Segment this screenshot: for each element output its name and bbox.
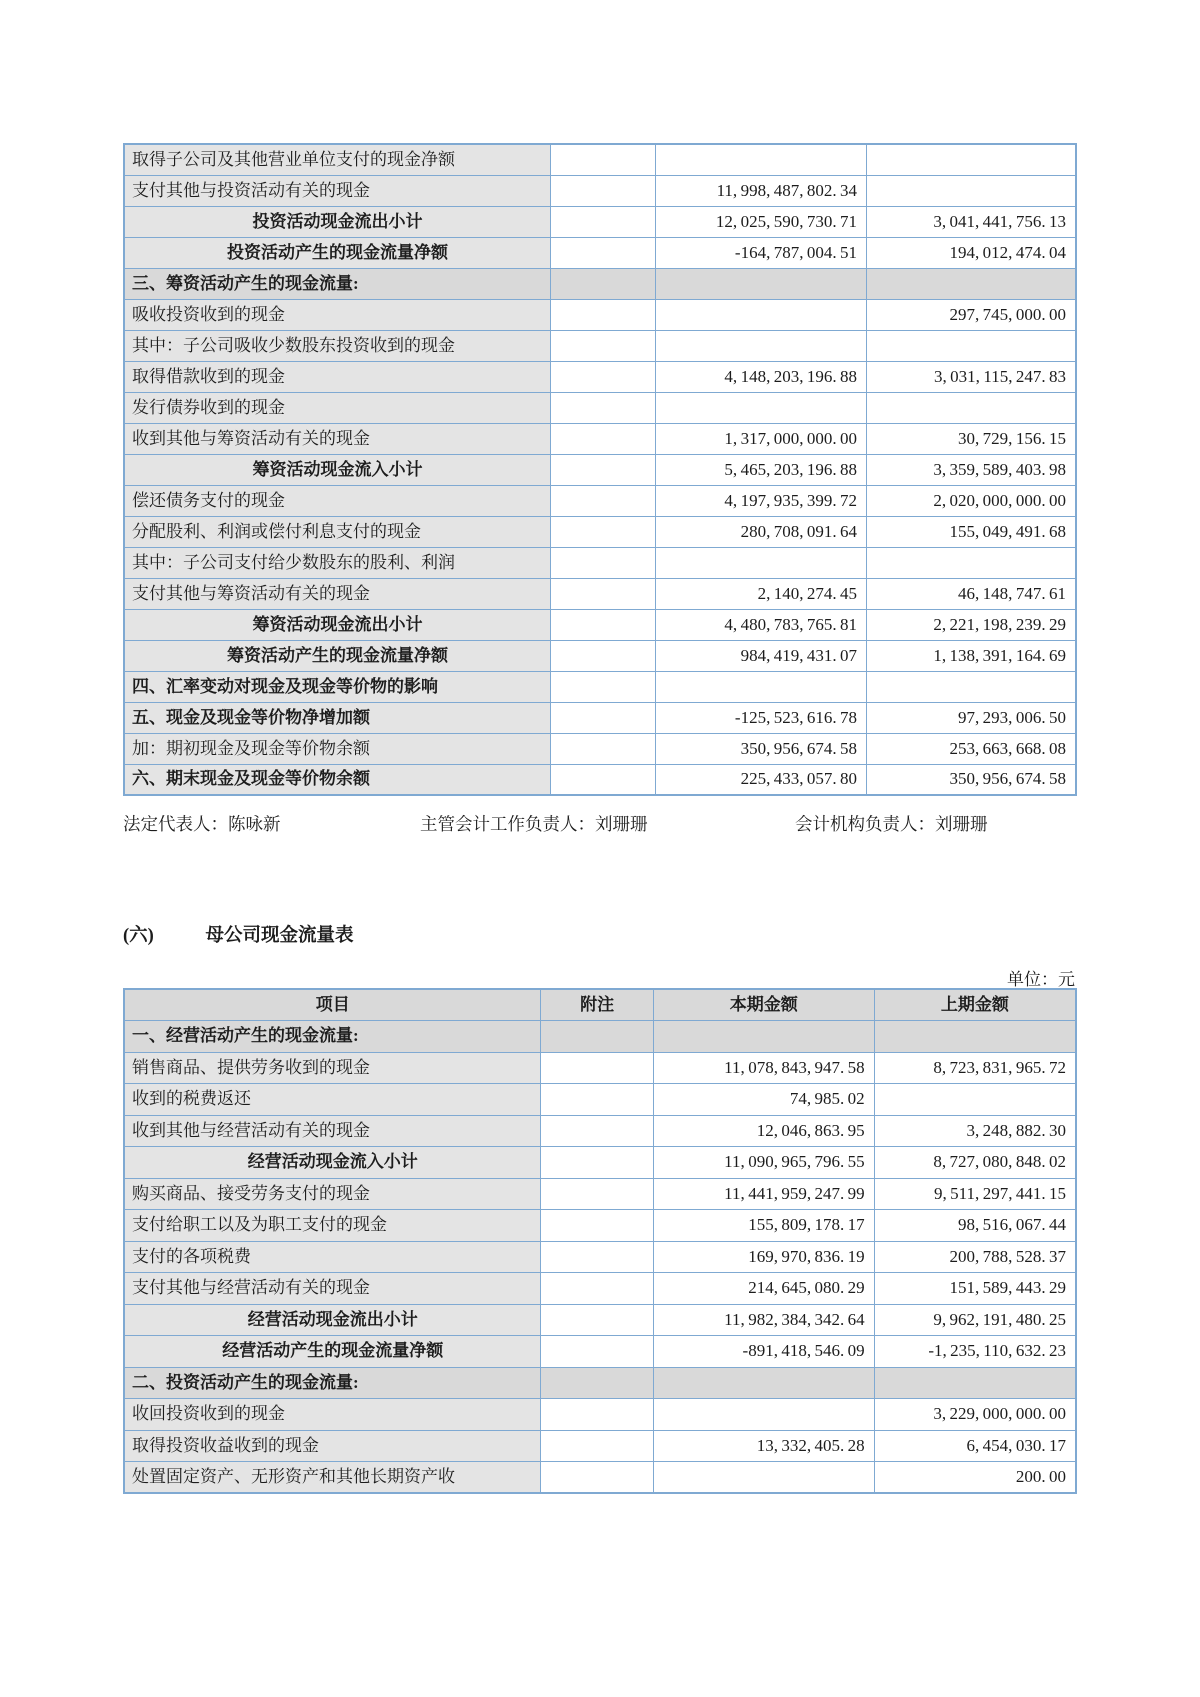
current-period-amount-cell: 11, 998, 487, 802. 34 <box>655 175 866 206</box>
table-row <box>124 1021 1076 1053</box>
table-row <box>124 1052 1076 1084</box>
item-cell: 其中：子公司吸收少数股东投资收到的现金 <box>124 330 550 361</box>
prior-period-amount-cell: 6, 454, 030. 17 <box>874 1430 1076 1462</box>
note-cell <box>541 1115 653 1147</box>
table-row <box>124 423 1076 454</box>
current-period-amount-cell <box>653 1367 874 1399</box>
item-cell: 筹资活动现金流出小计 <box>124 609 550 640</box>
table-row <box>124 361 1076 392</box>
current-period-amount-cell <box>653 1462 874 1494</box>
item-cell: 收回投资收到的现金 <box>124 1399 541 1431</box>
current-period-amount-cell: 2, 140, 274. 45 <box>655 578 866 609</box>
note-cell <box>550 175 655 206</box>
item-cell: 分配股利、利润或偿付利息支付的现金 <box>124 516 550 547</box>
note-cell <box>550 609 655 640</box>
table-row <box>124 268 1076 299</box>
note-cell <box>550 547 655 578</box>
table-row <box>124 144 1076 175</box>
table-row <box>124 175 1076 206</box>
item-cell: 筹资活动现金流入小计 <box>124 454 550 485</box>
current-period-amount-cell: 13, 332, 405. 28 <box>653 1430 874 1462</box>
note-cell <box>550 485 655 516</box>
prior-period-amount-cell: 3, 041, 441, 756. 13 <box>867 206 1076 237</box>
prior-period-amount-cell <box>867 547 1076 578</box>
current-period-amount-cell: 12, 046, 863. 95 <box>653 1115 874 1147</box>
chief-accounting-officer-label: 主管会计工作负责人：刘珊珊 <box>420 814 648 834</box>
signature-line <box>123 811 1077 835</box>
item-cell: 筹资活动产生的现金流量净额 <box>124 640 550 671</box>
table-row <box>124 299 1076 330</box>
current-period-amount-cell <box>653 1021 874 1053</box>
note-cell <box>550 578 655 609</box>
prior-period-amount-cell: 46, 148, 747. 61 <box>867 578 1076 609</box>
note-cell <box>550 454 655 485</box>
current-period-amount-cell: 11, 090, 965, 796. 55 <box>653 1147 874 1179</box>
table-row <box>124 609 1076 640</box>
note-cell <box>550 268 655 299</box>
current-period-amount-cell: 74, 985. 02 <box>653 1084 874 1116</box>
prior-period-amount-cell: 194, 012, 474. 04 <box>867 237 1076 268</box>
prior-period-amount-cell: 200, 788, 528. 37 <box>874 1241 1076 1273</box>
item-cell: 支付其他与筹资活动有关的现金 <box>124 578 550 609</box>
note-cell <box>541 1241 653 1273</box>
item-cell: 四、汇率变动对现金及现金等价物的影响 <box>124 671 550 702</box>
current-period-amount-cell: -891, 418, 546. 09 <box>653 1336 874 1368</box>
note-cell <box>550 640 655 671</box>
prior-period-amount-cell: 350, 956, 674. 58 <box>867 764 1076 795</box>
table-row <box>124 330 1076 361</box>
section-heading <box>123 921 1077 948</box>
note-cell <box>550 361 655 392</box>
table-row <box>124 1430 1076 1462</box>
note-cell <box>550 671 655 702</box>
current-period-amount-cell: 5, 465, 203, 196. 88 <box>655 454 866 485</box>
current-period-amount-cell: 4, 197, 935, 399. 72 <box>655 485 866 516</box>
item-cell: 经营活动现金流出小计 <box>124 1304 541 1336</box>
note-cell <box>550 733 655 764</box>
item-cell: 支付其他与投资活动有关的现金 <box>124 175 550 206</box>
table-row <box>124 392 1076 423</box>
current-period-amount-cell: 169, 970, 836. 19 <box>653 1241 874 1273</box>
current-period-amount-cell <box>655 671 866 702</box>
table-row <box>124 1241 1076 1273</box>
item-cell: 投资活动现金流出小计 <box>124 206 550 237</box>
prior-period-amount-cell <box>874 1367 1076 1399</box>
prior-period-amount-cell <box>867 330 1076 361</box>
item-cell: 支付的各项税费 <box>124 1241 541 1273</box>
table-row <box>124 454 1076 485</box>
table-row <box>124 1147 1076 1179</box>
table-row <box>124 485 1076 516</box>
current-period-amount-cell: -125, 523, 616. 78 <box>655 702 866 733</box>
section-index: (六) <box>123 926 154 946</box>
prior-period-amount-cell: 8, 723, 831, 965. 72 <box>874 1052 1076 1084</box>
accounting-department-head-label: 会计机构负责人：刘珊珊 <box>795 814 988 834</box>
column-header: 本期金额 <box>653 989 874 1021</box>
column-header: 附注 <box>541 989 653 1021</box>
item-cell: 购买商品、接受劳务支付的现金 <box>124 1178 541 1210</box>
note-cell <box>550 330 655 361</box>
prior-period-amount-cell: 200. 00 <box>874 1462 1076 1494</box>
current-period-amount-cell: 11, 078, 843, 947. 58 <box>653 1052 874 1084</box>
current-period-amount-cell: 214, 645, 080. 29 <box>653 1273 874 1305</box>
item-cell: 其中：子公司支付给少数股东的股利、利润 <box>124 547 550 578</box>
note-cell <box>541 1399 653 1431</box>
legal-representative-label: 法定代表人：陈咏新 <box>123 814 281 834</box>
table-row <box>124 1399 1076 1431</box>
current-period-amount-cell: -164, 787, 004. 51 <box>655 237 866 268</box>
current-period-amount-cell: 350, 956, 674. 58 <box>655 733 866 764</box>
table-row <box>124 1115 1076 1147</box>
prior-period-amount-cell: 3, 031, 115, 247. 83 <box>867 361 1076 392</box>
item-cell: 吸收投资收到的现金 <box>124 299 550 330</box>
table-row <box>124 1367 1076 1399</box>
table-row <box>124 1336 1076 1368</box>
current-period-amount-cell <box>655 330 866 361</box>
current-period-amount-cell <box>655 268 866 299</box>
prior-period-amount-cell: 3, 229, 000, 000. 00 <box>874 1399 1076 1431</box>
table-row <box>124 671 1076 702</box>
prior-period-amount-cell: 2, 221, 198, 239. 29 <box>867 609 1076 640</box>
table-row <box>124 1210 1076 1242</box>
note-cell <box>541 1273 653 1305</box>
prior-period-amount-cell: 151, 589, 443. 29 <box>874 1273 1076 1305</box>
current-period-amount-cell: 155, 809, 178. 17 <box>653 1210 874 1242</box>
item-cell: 二、投资活动产生的现金流量: <box>124 1367 541 1399</box>
note-cell <box>550 423 655 454</box>
item-cell: 偿还债务支付的现金 <box>124 485 550 516</box>
cash-flow-table-continued <box>123 143 1077 796</box>
table-row <box>124 640 1076 671</box>
item-cell: 投资活动产生的现金流量净额 <box>124 237 550 268</box>
note-cell <box>550 392 655 423</box>
item-cell: 取得借款收到的现金 <box>124 361 550 392</box>
prior-period-amount-cell: 98, 516, 067. 44 <box>874 1210 1076 1242</box>
prior-period-amount-cell <box>867 671 1076 702</box>
item-cell: 经营活动现金流入小计 <box>124 1147 541 1179</box>
item-cell: 取得投资收益收到的现金 <box>124 1430 541 1462</box>
note-cell <box>541 1430 653 1462</box>
note-cell <box>550 299 655 330</box>
current-period-amount-cell: 280, 708, 091. 64 <box>655 516 866 547</box>
table-row <box>124 578 1076 609</box>
prior-period-amount-cell <box>874 1021 1076 1053</box>
note-cell <box>541 1052 653 1084</box>
item-cell: 收到其他与筹资活动有关的现金 <box>124 423 550 454</box>
item-cell: 支付给职工以及为职工支付的现金 <box>124 1210 541 1242</box>
column-header: 项目 <box>124 989 541 1021</box>
note-cell <box>541 1084 653 1116</box>
item-cell: 销售商品、提供劳务收到的现金 <box>124 1052 541 1084</box>
item-cell: 五、现金及现金等价物净增加额 <box>124 702 550 733</box>
prior-period-amount-cell: 8, 727, 080, 848. 02 <box>874 1147 1076 1179</box>
prior-period-amount-cell: 3, 359, 589, 403. 98 <box>867 454 1076 485</box>
section-title: 母公司现金流量表 <box>205 926 354 946</box>
prior-period-amount-cell: 30, 729, 156. 15 <box>867 423 1076 454</box>
item-cell: 经营活动产生的现金流量净额 <box>124 1336 541 1368</box>
item-cell: 一、经营活动产生的现金流量: <box>124 1021 541 1053</box>
prior-period-amount-cell: 2, 020, 000, 000. 00 <box>867 485 1076 516</box>
current-period-amount-cell <box>655 299 866 330</box>
prior-period-amount-cell: -1, 235, 110, 632. 23 <box>874 1336 1076 1368</box>
current-period-amount-cell: 12, 025, 590, 730. 71 <box>655 206 866 237</box>
current-period-amount-cell: 1, 317, 000, 000. 00 <box>655 423 866 454</box>
current-period-amount-cell <box>655 547 866 578</box>
prior-period-amount-cell: 9, 962, 191, 480. 25 <box>874 1304 1076 1336</box>
prior-period-amount-cell: 297, 745, 000. 00 <box>867 299 1076 330</box>
prior-period-amount-cell: 1, 138, 391, 164. 69 <box>867 640 1076 671</box>
item-cell: 加：期初现金及现金等价物余额 <box>124 733 550 764</box>
current-period-amount-cell <box>655 392 866 423</box>
current-period-amount-cell: 4, 148, 203, 196. 88 <box>655 361 866 392</box>
note-cell <box>541 1021 653 1053</box>
prior-period-amount-cell: 9, 511, 297, 441. 15 <box>874 1178 1076 1210</box>
note-cell <box>541 1210 653 1242</box>
table-row <box>124 733 1076 764</box>
item-cell: 收到的税费返还 <box>124 1084 541 1116</box>
prior-period-amount-cell <box>867 268 1076 299</box>
current-period-amount-cell: 11, 441, 959, 247. 99 <box>653 1178 874 1210</box>
current-period-amount-cell <box>653 1399 874 1431</box>
parent-company-cash-flow-table <box>123 988 1077 1494</box>
page-content <box>123 0 1077 1494</box>
item-cell: 三、筹资活动产生的现金流量: <box>124 268 550 299</box>
table-row <box>124 516 1076 547</box>
item-cell: 支付其他与经营活动有关的现金 <box>124 1273 541 1305</box>
prior-period-amount-cell: 3, 248, 882. 30 <box>874 1115 1076 1147</box>
prior-period-amount-cell <box>867 392 1076 423</box>
prior-period-amount-cell: 97, 293, 006. 50 <box>867 702 1076 733</box>
note-cell <box>550 764 655 795</box>
current-period-amount-cell: 984, 419, 431. 07 <box>655 640 866 671</box>
table-row <box>124 1273 1076 1305</box>
note-cell <box>541 1147 653 1179</box>
note-cell <box>550 702 655 733</box>
note-cell <box>550 206 655 237</box>
item-cell: 收到其他与经营活动有关的现金 <box>124 1115 541 1147</box>
item-cell: 发行债券收到的现金 <box>124 392 550 423</box>
current-period-amount-cell: 225, 433, 057. 80 <box>655 764 866 795</box>
table-row <box>124 206 1076 237</box>
current-period-amount-cell: 4, 480, 783, 765. 81 <box>655 609 866 640</box>
table-row <box>124 1462 1076 1494</box>
unit-label: 单位：元 <box>1007 970 1075 989</box>
note-cell <box>541 1367 653 1399</box>
prior-period-amount-cell <box>867 175 1076 206</box>
note-cell <box>550 516 655 547</box>
table-row <box>124 547 1076 578</box>
note-cell <box>550 237 655 268</box>
item-cell: 取得子公司及其他营业单位支付的现金净额 <box>124 144 550 175</box>
current-period-amount-cell <box>655 144 866 175</box>
prior-period-amount-cell <box>867 144 1076 175</box>
note-cell <box>541 1304 653 1336</box>
table-header-row <box>124 989 1076 1021</box>
column-header: 上期金额 <box>874 989 1076 1021</box>
table-row <box>124 702 1076 733</box>
note-cell <box>541 1178 653 1210</box>
table-row <box>124 237 1076 268</box>
prior-period-amount-cell: 155, 049, 491. 68 <box>867 516 1076 547</box>
table-row <box>124 764 1076 795</box>
note-cell <box>541 1336 653 1368</box>
current-period-amount-cell: 11, 982, 384, 342. 64 <box>653 1304 874 1336</box>
table-row <box>124 1084 1076 1116</box>
item-cell: 六、期末现金及现金等价物余额 <box>124 764 550 795</box>
note-cell <box>541 1462 653 1494</box>
item-cell: 处置固定资产、无形资产和其他长期资产收 <box>124 1462 541 1494</box>
table-row <box>124 1178 1076 1210</box>
table-row <box>124 1304 1076 1336</box>
note-cell <box>550 144 655 175</box>
prior-period-amount-cell: 253, 663, 668. 08 <box>867 733 1076 764</box>
prior-period-amount-cell <box>874 1084 1076 1116</box>
